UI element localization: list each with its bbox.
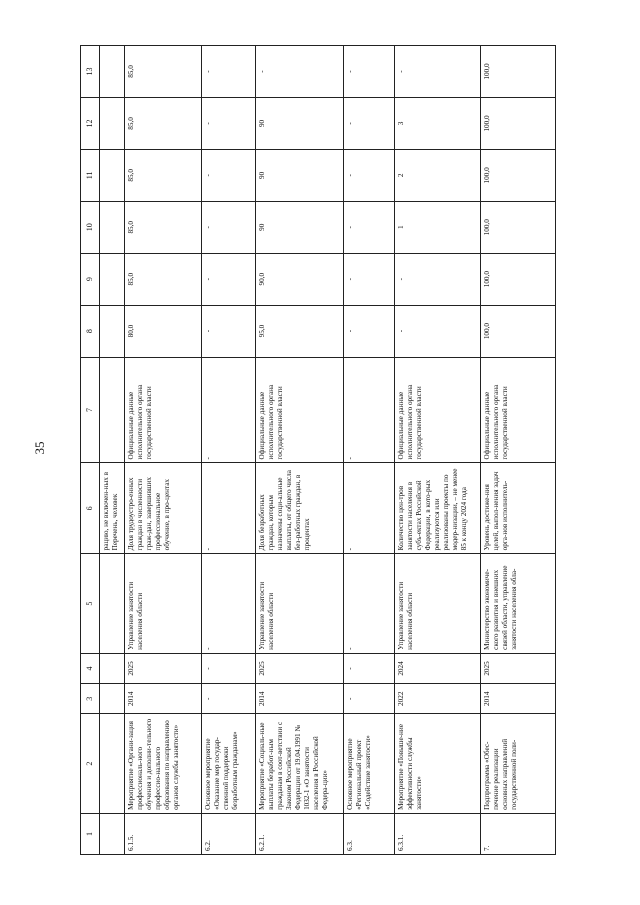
table-cell-col-5: Министерство экономиче-ского развития и внешних связей области, управление занятости населения обла- — [480, 554, 555, 654]
column-header: 8 — [81, 305, 100, 357]
column-header: 1 — [81, 813, 100, 854]
table-cell-col-5: Управление занятости населения области — [255, 554, 343, 654]
table-cell-col-7: Официальные данные исполнительного органа государственной власти — [395, 357, 481, 463]
table-cell-col-4 — [100, 653, 125, 683]
table-cell-col-1: 6.2. — [201, 813, 255, 854]
table-cell-col-9: - — [395, 253, 481, 305]
table-cell-col-13: - — [255, 46, 343, 98]
column-header: 6 — [81, 463, 100, 554]
table-cell-col-3: 2014 — [480, 684, 555, 714]
program-indicators-table — [80, 45, 556, 855]
table-cell-col-10: - — [201, 201, 255, 253]
table-cell-col-8: - — [343, 305, 395, 357]
table-cell-col-4: 2025 — [255, 653, 343, 683]
table-cell-col-8: - — [201, 305, 255, 357]
table-cell-col-10 — [100, 201, 125, 253]
table-cell-col-1: 7. — [480, 813, 555, 854]
table-cell-col-8 — [100, 305, 125, 357]
table-cell-col-3: - — [343, 684, 395, 714]
column-header: 12 — [81, 97, 100, 149]
table-cell-col-11: 85,0 — [124, 149, 201, 201]
header-row — [81, 46, 100, 855]
table-cell-col-6: Доля трудоустро-енных граждан в численности граж-дан, завершивших профессиональное обучение, в про-центах — [124, 463, 201, 554]
column-header: 10 — [81, 201, 100, 253]
table-row — [480, 46, 555, 855]
column-header: 2 — [81, 714, 100, 814]
table-cell-col-8: 95,0 — [255, 305, 343, 357]
column-header: 5 — [81, 554, 100, 654]
table-cell-col-12: 90 — [255, 97, 343, 149]
table-cell-col-3: 2014 — [255, 684, 343, 714]
table-cell-col-3 — [100, 684, 125, 714]
table-row — [255, 46, 343, 855]
table-cell-col-4: - — [201, 653, 255, 683]
table-cell-col-11: - — [201, 149, 255, 201]
table-cell-col-13 — [100, 46, 125, 98]
table-cell-col-11: 100,0 — [480, 149, 555, 201]
table-cell-col-2: Мероприятие «Социаль-ные выплаты безработ-ным гражданам в соот-ветствии с Законом Российской Федерации от 19.04.1991 № 1032-1 «О занятости населения в Российской Федера-ции» — [255, 714, 343, 814]
table-cell-col-4: 2025 — [480, 653, 555, 683]
table-cell-col-6: - — [201, 463, 255, 554]
table-cell-col-3: 2022 — [395, 684, 481, 714]
table-cell-col-12: 85,0 — [124, 97, 201, 149]
table-cell-col-12: 3 — [395, 97, 481, 149]
table-row — [395, 46, 481, 855]
table-cell-col-9: 90,0 — [255, 253, 343, 305]
table-cell-col-13: - — [395, 46, 481, 98]
table-cell-col-9: - — [201, 253, 255, 305]
table-cell-col-8: 100,0 — [480, 305, 555, 357]
table-cell-col-12: - — [201, 97, 255, 149]
column-header: 9 — [81, 253, 100, 305]
table-cell-col-6: Уровень достиже-ния целей, выпол-нения задач орга-нов исполнитель- — [480, 463, 555, 554]
table-cell-col-12: 100,0 — [480, 97, 555, 149]
table-cell-col-10: 85,0 — [124, 201, 201, 253]
page-number: 35 — [32, 441, 47, 455]
table-cell-col-5: Управление занятости населения области — [395, 554, 481, 654]
table-cell-col-13: - — [343, 46, 395, 98]
table-cell-col-5: Управление занятости населения области — [124, 554, 201, 654]
table-cell-col-2: Подпрограмма «Обес-печение реализации основных направлений государственной поли- — [480, 714, 555, 814]
column-header: 3 — [81, 684, 100, 714]
table-cell-col-6: Количество цен-тров занятости населения в субъ-ектах Российской Федерации, в кото-рых реализуются или реализованы проекты по модер-низации, – не менее 85 к концу 2024 года — [395, 463, 481, 554]
table-cell-col-5: - — [201, 554, 255, 654]
table-cell-col-9 — [100, 253, 125, 305]
table-cell-col-11: 2 — [395, 149, 481, 201]
table-cell-col-9: 85,0 — [124, 253, 201, 305]
table-row — [124, 46, 201, 855]
column-header: 4 — [81, 653, 100, 683]
table-cell-col-1 — [100, 813, 125, 854]
table-row — [201, 46, 255, 855]
table-cell-col-11: - — [343, 149, 395, 201]
table-cell-col-4: 2024 — [395, 653, 481, 683]
column-header: 13 — [81, 46, 100, 98]
table-cell-col-6: Доля безработных граждан, которым назначены соци-альные выплаты, от общего числа без-работных граждан, в процентах — [255, 463, 343, 554]
table-cell-col-1: 6.1.5. — [124, 813, 201, 854]
table-cell-col-7: Официальные данные исполнительного органа государственной власти — [480, 357, 555, 463]
table-cell-col-7: Официальные данные исполнительного органа государственной власти — [255, 357, 343, 463]
table-cell-col-2 — [100, 714, 125, 814]
table-cell-col-2: Мероприятие «Органи-зация профессиональ-ного обучения и дополни-тельного профессио-нального образования по направлению органов службы занятости» — [124, 714, 201, 814]
table-cell-col-11: 90 — [255, 149, 343, 201]
table-cell-col-1: 6.3. — [343, 813, 395, 854]
table-cell-col-6: рацию, не включен-ных в Перечень, человек — [100, 463, 125, 554]
table-cell-col-1: 6.3.1. — [395, 813, 481, 854]
table-row — [100, 46, 125, 855]
table-cell-col-10: - — [343, 201, 395, 253]
table-cell-col-4: 2025 — [124, 653, 201, 683]
table-cell-col-12: - — [343, 97, 395, 149]
table-cell-col-13: - — [201, 46, 255, 98]
table-cell-col-9: - — [343, 253, 395, 305]
table-row — [343, 46, 395, 855]
table-cell-col-4: - — [343, 653, 395, 683]
table-cell-col-7 — [100, 357, 125, 463]
table-cell-col-10: 1 — [395, 201, 481, 253]
table-cell-col-8: 80,0 — [124, 305, 201, 357]
rotated-table-container — [80, 45, 556, 855]
table-cell-col-7: - — [201, 357, 255, 463]
table-cell-col-7: - — [343, 357, 395, 463]
table-cell-col-7: Официальные данные исполнительного органа государственной власти — [124, 357, 201, 463]
table-cell-col-11 — [100, 149, 125, 201]
table-body — [100, 46, 556, 855]
table-cell-col-2: Мероприятие «Повыше-ние эффективности службы занятости» — [395, 714, 481, 814]
column-header: 11 — [81, 149, 100, 201]
table-cell-col-10: 100,0 — [480, 201, 555, 253]
table-cell-col-1: 6.2.1. — [255, 813, 343, 854]
table-cell-col-8: - — [395, 305, 481, 357]
table-cell-col-2: Основное мероприятие «Оказание мер государ-ственной поддержки безработным гражданам» — [201, 714, 255, 814]
table-cell-col-13: 100,0 — [480, 46, 555, 98]
table-cell-col-13: 85,0 — [124, 46, 201, 98]
table-cell-col-10: 90 — [255, 201, 343, 253]
table-cell-col-2: Основное мероприятие «Региональный проект «Содействие занятости» — [343, 714, 395, 814]
table-cell-col-3: - — [201, 684, 255, 714]
table-cell-col-12 — [100, 97, 125, 149]
column-header: 7 — [81, 357, 100, 463]
table-cell-col-3: 2014 — [124, 684, 201, 714]
table-cell-col-9: 100,0 — [480, 253, 555, 305]
table-cell-col-5: - — [343, 554, 395, 654]
table-cell-col-6: - — [343, 463, 395, 554]
table-cell-col-5 — [100, 554, 125, 654]
